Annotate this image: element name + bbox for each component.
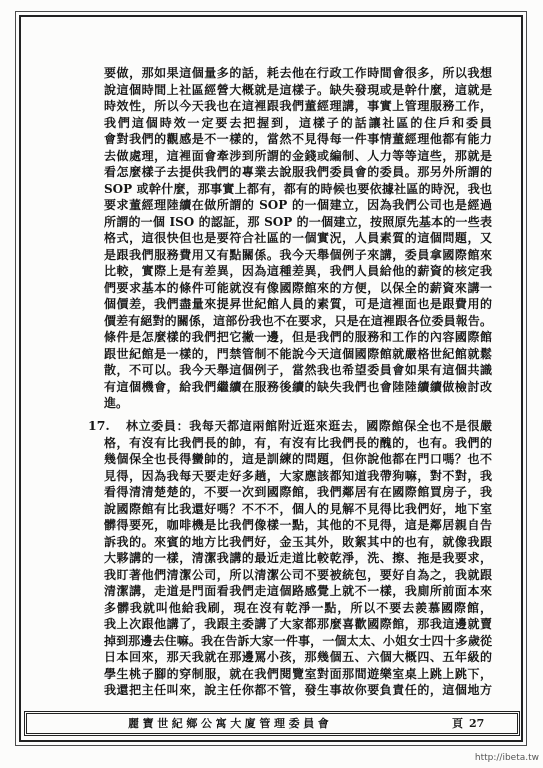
text-line: 見得，因為我每天要走好多趟，大家應該都知道我帶狗嘛，對不對，我 xyxy=(104,468,492,483)
text-line: 髒得要死，咖啡機是比我們像樣一點，其他的不見得，這是鄰居親自告 xyxy=(104,518,492,532)
text-line: 說國際館有比我還好嗎？不不不，個人的見解不見得比我們好，地下室 xyxy=(104,501,492,516)
text-line: 條件是怎麼樣的我們把它撇一邊，但是我們的服務和工作的內容國際館 xyxy=(104,330,492,344)
text-line: SOP 或幹什麼，那事實上都有，都有的時候也要依據社區的時況，我也 xyxy=(104,181,492,196)
text-line: 看怎麼樣子去提供我們的專業去說服我們委員會的委員。那另外所謂的 xyxy=(104,165,492,179)
text-line: 格，有沒有比我們長的帥，有，有沒有比我們長的醜的，也有。我們的 xyxy=(104,435,492,450)
text-line: 要做，那如果這個量多的話，耗去他在行政工作時間會很多，所以我想 xyxy=(104,66,492,80)
text-line: 會對我們的觀感是不一樣的，當然不見得每一件事情董經理他都有能力 xyxy=(104,132,492,146)
watermark-url: http://ibeta.tw xyxy=(474,753,539,763)
text-line: 我上次跟他講了，我跟主委講了大家都那麼喜歡國際館，那我這邊就賣 xyxy=(104,617,492,631)
footer-page-indicator xyxy=(452,714,484,733)
text-line: 清潔講，走道是門面看我們走這個路感覺上就不一樣，我廁所前面本來 xyxy=(104,584,492,598)
text-line: 我還把主任叫來，說主任你都不管，發生事故你要負責任的，這個地方 xyxy=(104,683,492,697)
text-line: 進。 xyxy=(104,396,129,410)
text-line: 所謂的一個 ISO 的認証，那 SOP 的一個建立，按照原先基本的一些表 xyxy=(104,214,492,229)
item-number: 17. xyxy=(88,418,110,433)
text-line: 我們這個時效一定要去把握到，這樣子的話讓社區的住戶和委員 xyxy=(104,115,492,130)
text-line: 比較，實際上是有差異，因為這種差異，我們人員給他的薪資的核定我 xyxy=(104,264,492,278)
minutes-paragraph xyxy=(104,65,492,412)
page-label: 頁 xyxy=(452,717,463,730)
text-line: 跟世紀館是一樣的，門禁管制不能說今天這個國際館就嚴格世紀館就鬆 xyxy=(104,346,492,361)
text-line: 是跟我們服務費用又有點關係。我今天舉個例子來講，委員拿國際館來 xyxy=(104,247,492,262)
text-line: 我盯著他們清潔公司，所以清潔公司不要被統包，要好自為之，我就跟 xyxy=(104,567,492,582)
footer-organization: 麗寶世紀鄉公寓大廈管理委員會 xyxy=(128,717,333,730)
text-line: 訴我的。來賓的地方比我們好，金玉其外，敗絮其中的也有，就像我跟 xyxy=(104,534,492,549)
page-number: 27 xyxy=(469,717,485,730)
text-line: 要求董經理陸續在做所謂的 SOP 的一個建立，因為我們公司也是經過 xyxy=(104,198,492,212)
speaker-text: 我每天都這兩館附近逛來逛去，國際館保全也不是很嚴 xyxy=(189,419,492,433)
text-line: 學生桃子腳的穿制服，就在我們閱覽室對面那間遊樂室桌上跳上跳下， xyxy=(104,666,492,681)
text-line: 個價差，我們盡量來提昇世紀館人員的素質，可是這裡面也是跟費用的 xyxy=(104,297,492,311)
text-line: 掉到那邊去住嘛。我在告訴大家一件事，一個太太、小姐女士四十多歲從 xyxy=(104,633,492,648)
text-line: 日本回來，那天我就在那邊罵小孩，那幾個五、六個大概四、五年級的 xyxy=(104,650,492,664)
speaker-name: 林立委員： xyxy=(126,419,190,433)
text-line: 去做處理，這裡面會牽涉到所謂的金錢或編制、人力等等這些，那就是 xyxy=(104,148,492,163)
text-line: 有這個機會，給我們繼續在服務後續的缺失我們也會陸陸續續做檢討改 xyxy=(104,379,492,394)
text-line: 散，不可以。我今天舉這個例子，當然我也希望委員會如果有這個共識 xyxy=(104,363,492,377)
text-line: 們要求基本的條件可能就沒有像國際館來的方便，以保全的薪資來講一 xyxy=(104,280,492,295)
text-line xyxy=(126,418,492,435)
text-line: 說這個時間上社區經營大概就是這樣子。缺失發現或是幹什麼，這就是 xyxy=(104,82,492,97)
text-line: 多髒我就叫他給我刷，現在沒有乾淨一點，所以不要去羨慕國際館， xyxy=(104,600,492,615)
text-line: 時效性，所以今天我也在這裡跟我們董經理講，事實上管理服務工作， xyxy=(104,99,492,113)
text-line: 大夥講的一樣，清潔我講的最近走道比較乾淨，洗、擦、拖是我要求， xyxy=(104,551,492,565)
agenda-item-17 xyxy=(88,418,492,699)
page-footer xyxy=(24,711,520,736)
text-line: 價差有絕對的關係，這部份我也不在要求，只是在這裡跟各位委員報告。 xyxy=(104,313,492,328)
text-line: 格式，這很快但也是要符合社區的一個實況，人員素質的這個問題，又 xyxy=(104,231,492,245)
text-line: 幾個保全也長得蠻帥的，這是訓練的問題，但你說他都在門口嗎？也不 xyxy=(104,452,492,466)
text-line: 看得清清楚楚的，不要一次到國際館，我們鄰居有在國際館買房子，我 xyxy=(104,485,492,499)
